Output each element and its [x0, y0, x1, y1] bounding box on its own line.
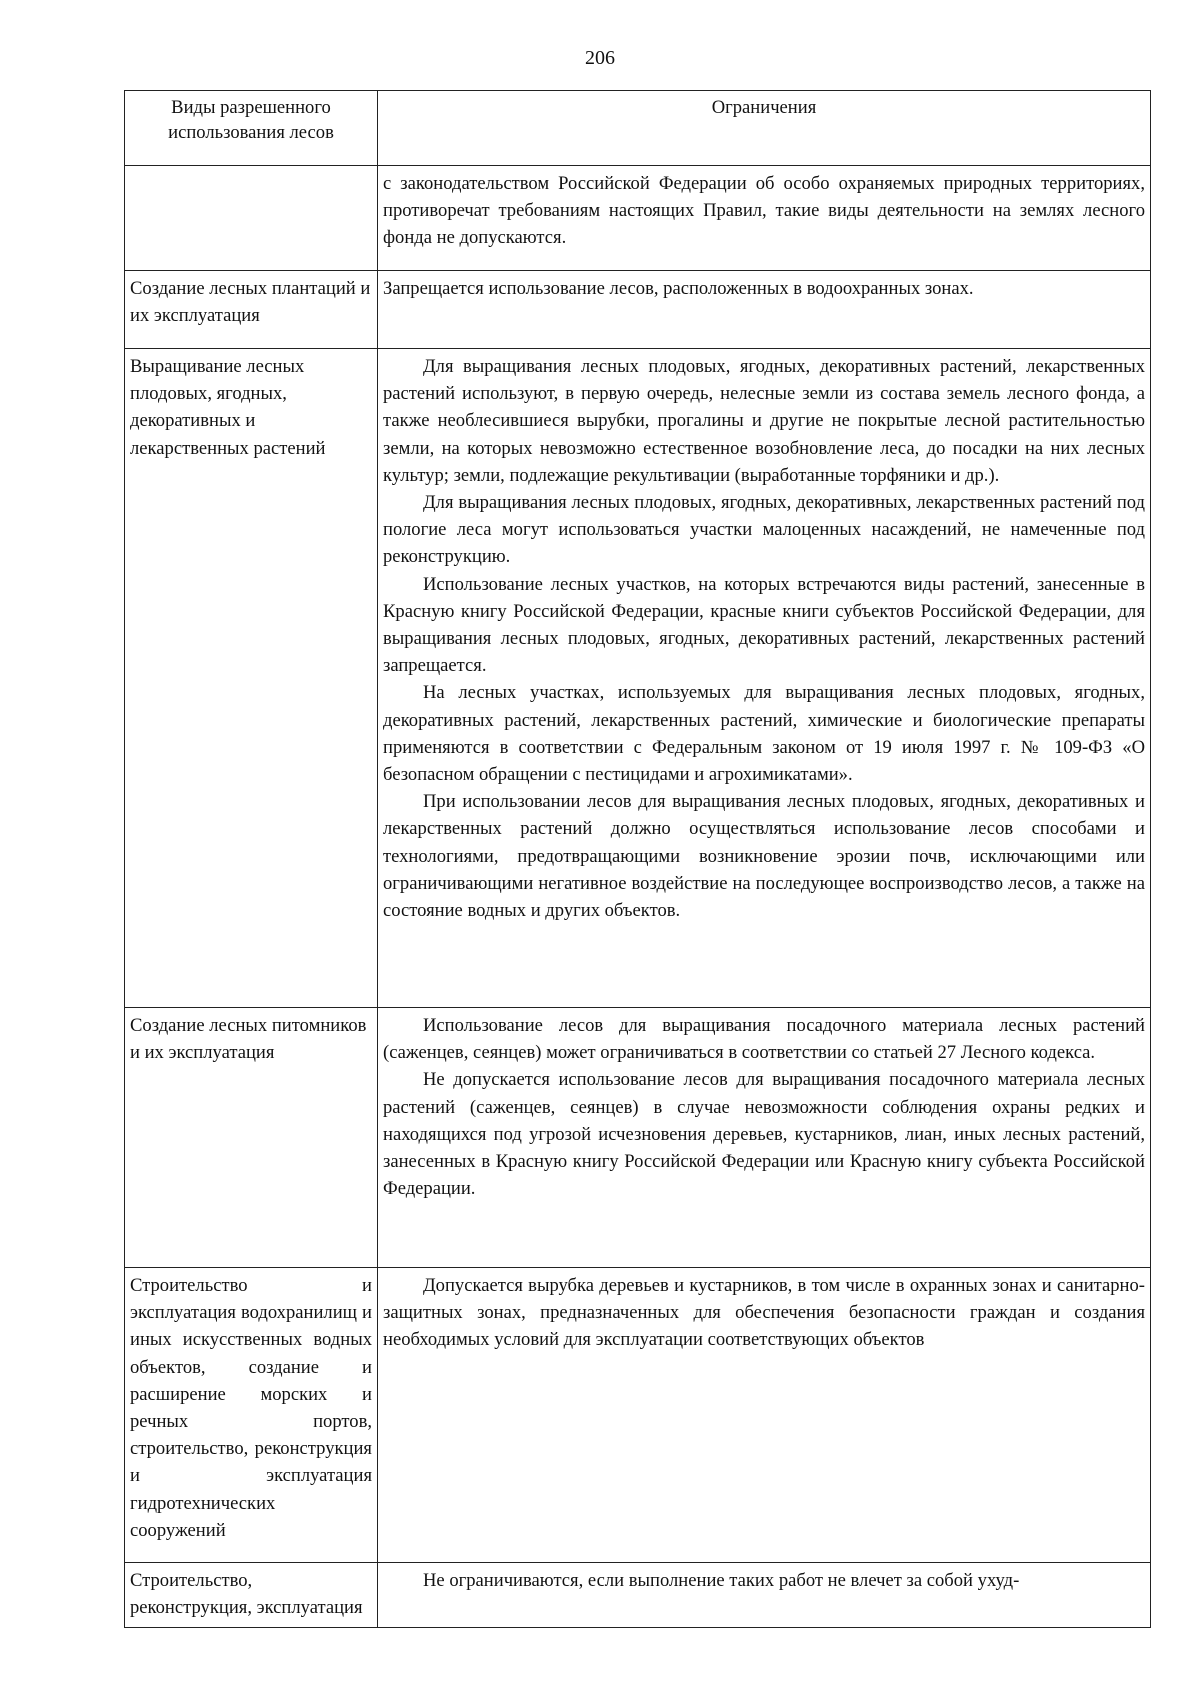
- restriction-cell: [378, 1563, 1151, 1628]
- restrictions-table: [124, 90, 1151, 1628]
- restriction-cell: [378, 349, 1151, 1008]
- restriction-paragraph: Запрещается использование лесов, расположенных в водоохранных зонах.: [383, 278, 974, 299]
- restriction-paragraph: Использование лесных участков, на которых встречаются виды растений, занесенные в Красную книгу Российской Федерации, красные книги субъектов Российской Федерации, для выращивания лесных плодовых, ягодных, декоративных растений, лекарственных растений запрещается.: [383, 573, 1145, 677]
- restriction-paragraph: На лесных участках, используемых для выращивания лесных плодовых, ягодных, декоративных растений, лекарственных растений, химические и биологические препараты применяются в соответствии с Федеральным законом от 19 июля 1997 г. № 109-ФЗ «О безопасном обращении с пестицидами и агрохимикатами».: [383, 682, 1145, 786]
- usage-type-cell: Создание лесных плантаций и их эксплуатация: [125, 271, 378, 349]
- restriction-cell: [378, 271, 1151, 349]
- header-usage-types: Виды разрешенного использования лесов: [125, 91, 378, 166]
- restriction-paragraph: Для выращивания лесных плодовых, ягодных, декоративных, лекарственных растений под пологие леса могут использоваться участки малоценных насаждений, не намеченные под реконструкцию.: [383, 492, 1145, 568]
- table-row: [125, 1268, 1151, 1563]
- page-number: 206: [585, 47, 615, 69]
- restriction-paragraph: Для выращивания лесных плодовых, ягодных, декоративных растений, лекарственных растений используют, в первую очередь, нелесные земли из состава земель лесного фонда, а также необлесившиеся вырубки, прогалины и другие не покрытые лесной растительностью земли, на которых невозможно естественное возобновление леса, до посадки на них лесных культур; земли, подлежащие рекультивации (выработанные торфяники и др.).: [383, 356, 1145, 486]
- restriction-paragraph: Допускается вырубка деревьев и кустарников, в том числе в охранных зонах и санитарно-защитных зонах, предназначенных для обеспечения безопасности граждан и создания необходимых условий для эксплуатации соответствующих объектов: [383, 1275, 1145, 1351]
- table-row: [125, 349, 1151, 1008]
- restriction-cell: [378, 1268, 1151, 1563]
- restriction-paragraph: При использовании лесов для выращивания лесных плодовых, ягодных, декоративных и лекарственных растений должно осуществляться использование лесов способами и технологиями, предотвращающими возникновение эрозии почв, исключающими или ограничивающими негативное воздействие на последующее воспроизводство лесов, а также на состояние водных и других объектов.: [383, 791, 1145, 922]
- usage-type-cell: Строительство, реконструкция, эксплуатация: [125, 1563, 378, 1628]
- header-restrictions: Ограничения: [378, 91, 1151, 166]
- usage-type-cell: Строительство и эксплуатация водохранилищ и иных искусственных водных объектов, создание и расширение морских и речных портов, строительство, реконструкция и эксплуатация гидротехнических сооружений: [125, 1268, 378, 1563]
- table-row: [125, 166, 1151, 271]
- table-row: [125, 1008, 1151, 1268]
- usage-type-cell: Создание лесных питомников и их эксплуатация: [125, 1008, 378, 1268]
- restriction-cell: [378, 166, 1151, 271]
- restriction-paragraph: Не допускается использование лесов для выращивания посадочного материала лесных растений (саженцев, сеянцев) в случае невозможности соблюдения охраны редких и находящихся под угрозой исчезновения деревьев, кустарников, лиан, иных лесных растений, занесенных в Красную книгу Российской Федерации или Красную книгу субъекта Российской Федерации.: [383, 1069, 1145, 1200]
- restriction-cell: [378, 1008, 1151, 1268]
- table-header-row: [125, 91, 1151, 166]
- restriction-paragraph: Использование лесов для выращивания посадочного материала лесных растений (саженцев, сеянцев) может ограничиваться в соответствии со статьей 27 Лесного кодекса.: [383, 1015, 1145, 1064]
- usage-type-cell: [125, 166, 378, 271]
- table-row: [125, 271, 1151, 349]
- restriction-paragraph: с законодательством Российской Федерации об особо охраняемых природных территориях, противоречат требованиям настоящих Правил, такие виды деятельности на землях лесного фонда не допускаются.: [383, 173, 1145, 249]
- restriction-paragraph: Не ограничиваются, если выполнение таких работ не влечет за собой ухуд-: [423, 1570, 1020, 1591]
- table-row: [125, 1563, 1151, 1628]
- usage-type-cell: Выращивание лесных плодовых, ягодных, декоративных и лекарственных растений: [125, 349, 378, 1008]
